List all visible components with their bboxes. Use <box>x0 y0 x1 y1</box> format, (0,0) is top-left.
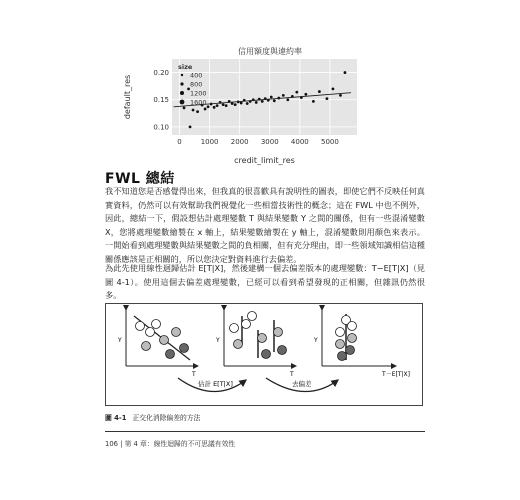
point <box>142 342 151 351</box>
data-point <box>312 100 315 103</box>
paragraph-debias: 為此先使用線性迴歸估計 E[T|X]，然後建構一個去偏差版本的處理變數：T−E[T|X]（見圖 4-1）。使用這個去偏差處理變數，已經可以看到希望發現的正相關，但雜訊仍然很多。 <box>105 263 425 301</box>
point <box>348 334 357 343</box>
data-point <box>192 109 195 112</box>
data-point <box>240 102 243 105</box>
caption-number: 圖 4-1 <box>105 414 127 422</box>
x-tick-label: 0 <box>177 138 182 146</box>
data-point <box>273 99 276 102</box>
point <box>136 322 145 331</box>
figure-4-1 <box>105 303 423 406</box>
data-point <box>344 71 347 74</box>
data-point <box>304 93 307 96</box>
legend-label: 1600 <box>190 98 207 107</box>
data-point <box>326 97 329 100</box>
legend-label: 800 <box>190 80 203 89</box>
panel2-t-label: T <box>290 371 294 378</box>
chart-title: 信用額度與違約率 <box>238 47 302 56</box>
panel-estimate <box>215 310 296 378</box>
paragraph-summary: 我不知道您是否感覺得出來，但我真的很喜歡具有說明性的圖表，即使它們不反映任何真實資料，仍然可以有效幫助我們視覺化一些相當技術性的概念；這在 FWL 中也不例外，因此，總結一下，假設想估計處理變數 T 與結果變數 Y 之間的關係，但有一些混淆變數 X，您將處理變數繪製在 x 軸上，結果變數繪製在 y 軸上，混淆變數則用顏色來表示。一開始看到處理變數與結果變數之間的負相關，但有充分理由，即一些領域知識相信這種關係應該是正相關的，所以您決定對資料進行去偏差。 <box>105 186 425 264</box>
data-point <box>204 108 207 111</box>
point <box>274 328 283 337</box>
panel-debiased <box>313 310 410 378</box>
point <box>262 350 271 359</box>
y-tick-labels <box>153 69 169 131</box>
legend-marker <box>180 91 184 95</box>
legend-label: 1200 <box>190 89 207 98</box>
panel2-y-label: Y <box>216 337 220 344</box>
x-tick-label: 3000 <box>260 138 279 146</box>
point <box>258 334 267 343</box>
point <box>346 346 355 355</box>
point <box>180 344 189 353</box>
data-point <box>295 91 298 94</box>
point <box>152 320 161 329</box>
legend-marker <box>180 82 183 85</box>
point <box>230 324 239 333</box>
data-point <box>189 125 192 128</box>
point <box>160 336 169 345</box>
estimate-label: 估計 E[T|X] <box>198 380 233 388</box>
data-point <box>222 103 225 106</box>
panel-original <box>117 310 198 378</box>
figure-caption <box>105 412 200 422</box>
point <box>146 328 155 337</box>
data-point <box>234 103 237 106</box>
x-tick-label: 4000 <box>290 138 309 146</box>
legend-title: size <box>178 63 193 71</box>
point <box>338 352 347 361</box>
data-point <box>213 106 216 109</box>
scatter-chart <box>120 55 370 170</box>
data-point <box>339 94 342 97</box>
orthogonalization-diagram <box>106 304 422 405</box>
data-point <box>246 102 249 105</box>
data-point <box>255 101 258 104</box>
section-heading: FWL 總結 <box>105 171 175 187</box>
point <box>348 322 357 331</box>
x-tick-label: 5000 <box>321 138 339 146</box>
y-tick-label: 0.15 <box>153 96 169 105</box>
x-tick-label: 1000 <box>200 138 219 146</box>
point <box>248 312 257 321</box>
data-point <box>282 94 285 97</box>
panel3-t-label: T－E[T|X] <box>382 371 410 378</box>
x-tick-labels <box>177 138 339 146</box>
data-point <box>216 104 219 107</box>
y-tick-label: 0.20 <box>153 69 169 78</box>
point <box>278 346 287 355</box>
x-tick-label: 2000 <box>230 138 249 146</box>
data-point <box>183 106 186 109</box>
y-axis-label: default_res <box>123 74 132 120</box>
caption-text: 正交化消除偏差的方法 <box>132 414 201 422</box>
footer-rule <box>105 431 425 432</box>
legend-marker <box>181 74 183 76</box>
data-point <box>318 90 321 93</box>
legend-marker <box>180 100 185 105</box>
data-point <box>286 98 289 101</box>
point <box>172 328 181 337</box>
panel3-y-label: Y <box>314 337 318 344</box>
point <box>336 328 345 337</box>
debias-label: 去偏差 <box>292 380 312 388</box>
data-point <box>261 100 264 103</box>
page-footer: 106 | 第 4 章：線性迴歸的不可思議有效性 <box>105 440 236 448</box>
point <box>234 340 243 349</box>
data-point <box>196 110 199 113</box>
y-tick-label: 0.10 <box>153 123 169 132</box>
point <box>336 340 345 349</box>
data-point <box>207 105 210 108</box>
x-axis-label: credit_limit_res <box>234 156 295 165</box>
data-point <box>270 96 273 99</box>
panel1-t-label: T <box>192 371 196 378</box>
point <box>242 320 251 329</box>
data-point <box>225 104 228 107</box>
panel1-y-label: Y <box>118 337 122 344</box>
data-point <box>332 87 335 90</box>
legend-label: 400 <box>190 71 203 80</box>
point <box>166 350 175 359</box>
